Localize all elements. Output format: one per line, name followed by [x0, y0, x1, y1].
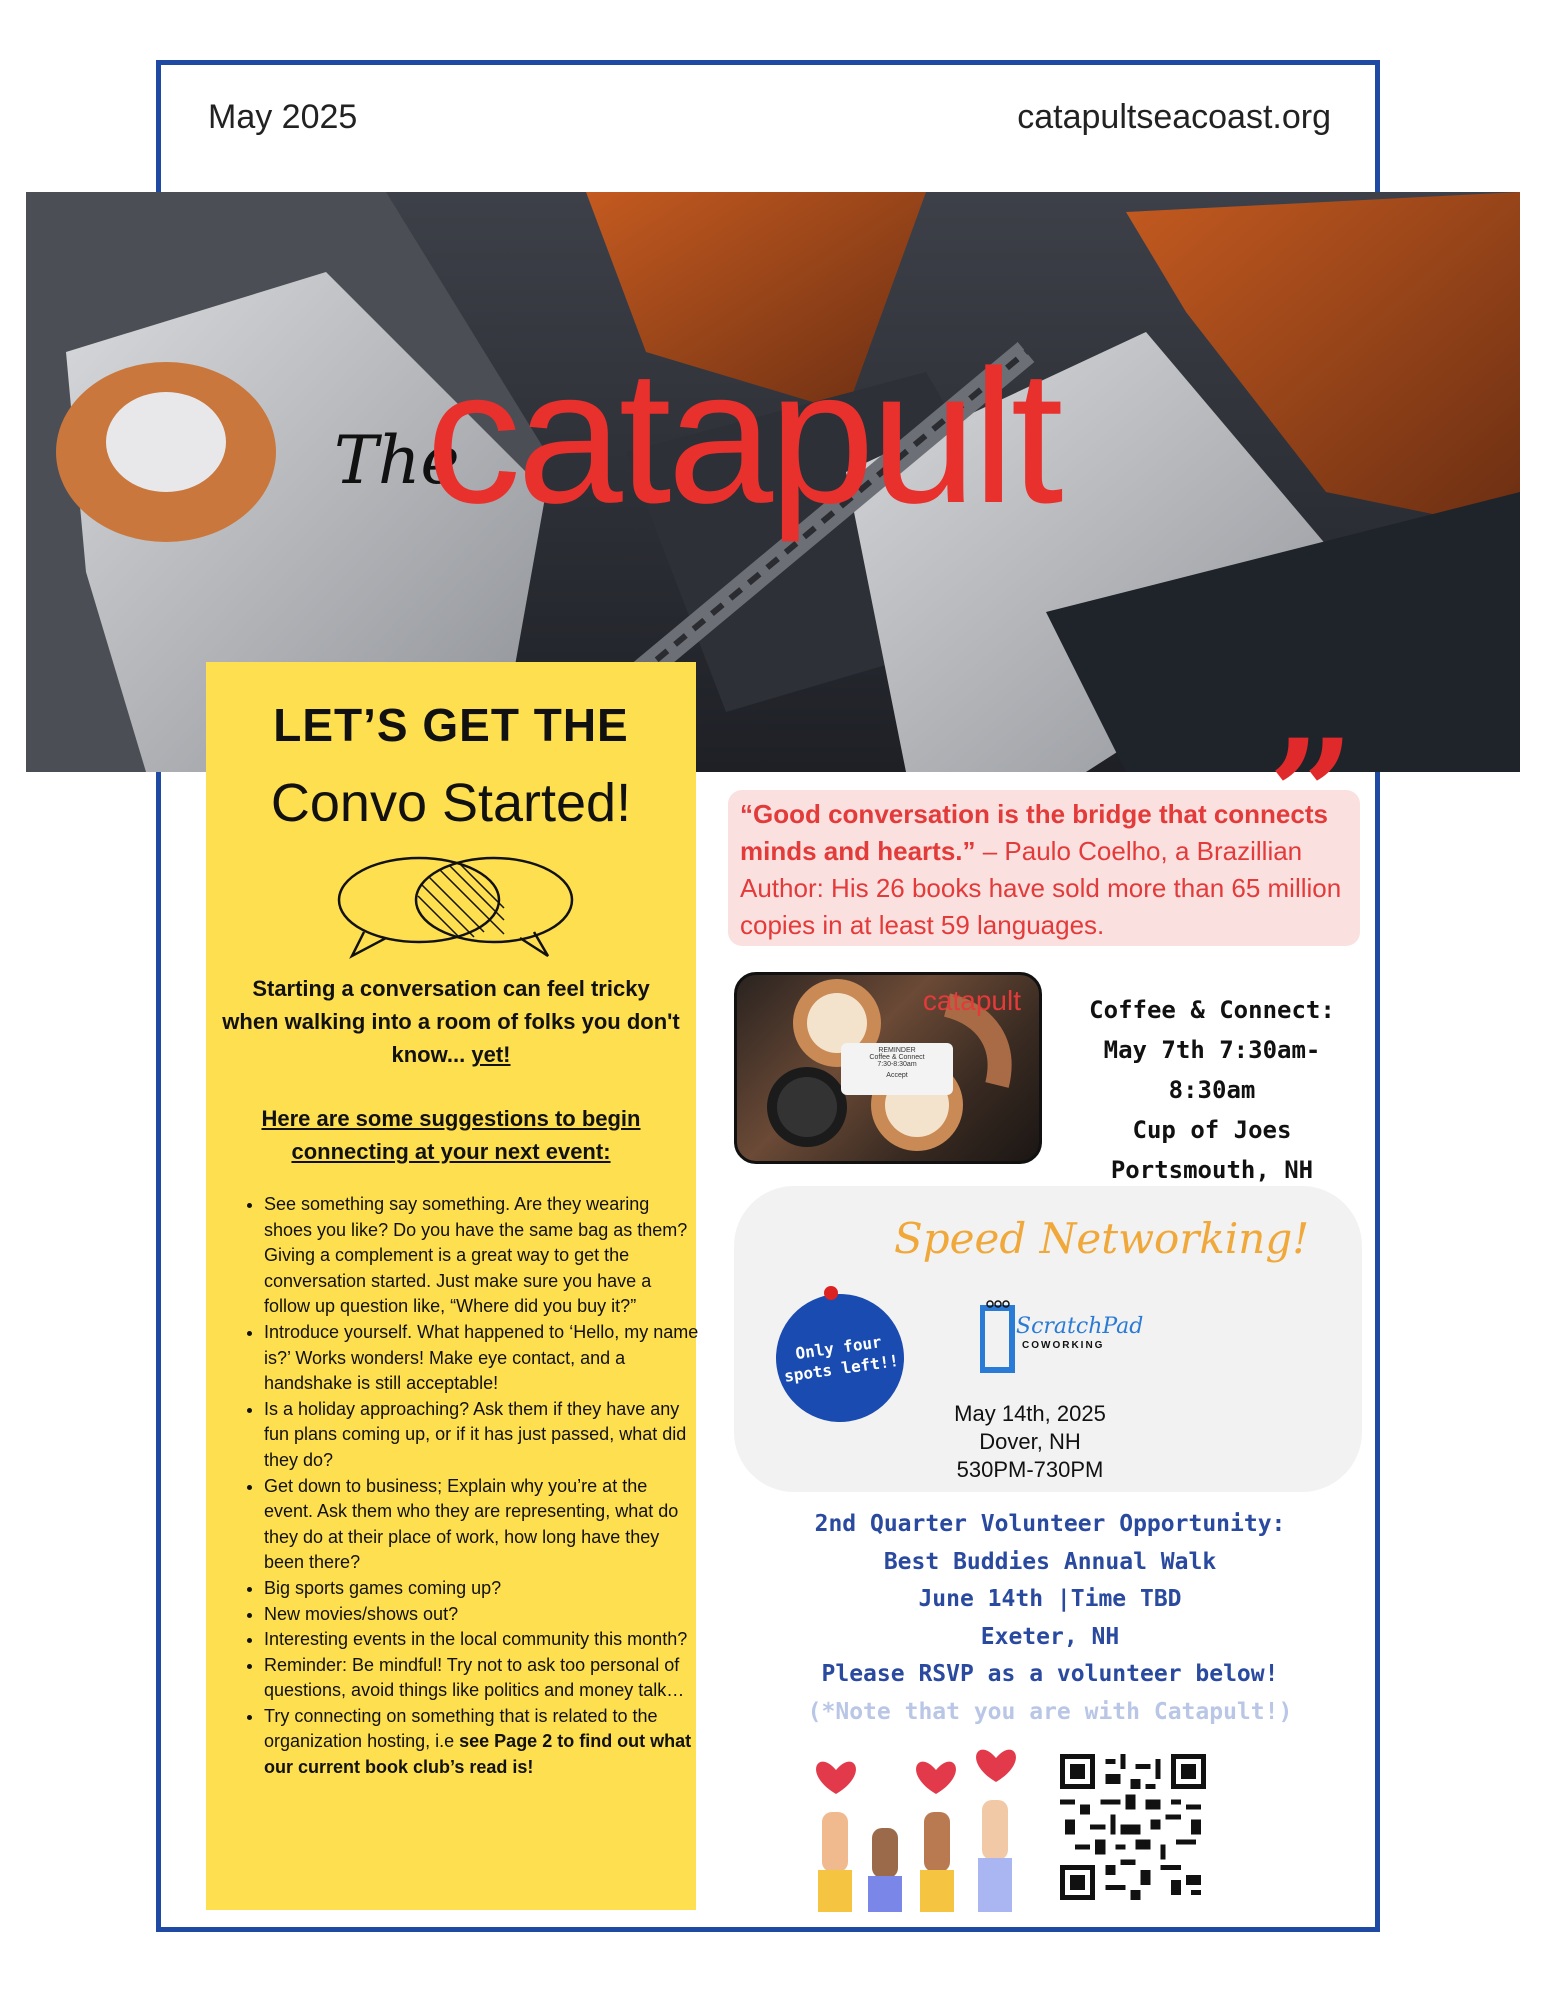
pin-icon [824, 1286, 838, 1300]
speed-networking-info [910, 1400, 1150, 1484]
speech-bubbles-icon [334, 852, 574, 962]
list-item: • Get down to business; Explain why you’re at the event. Ask them who they are representing, what do they do at their place of work, how long have they been there? [264, 1474, 700, 1576]
reminder-card [841, 1043, 953, 1095]
coffee-date: May 7th 7:30am-8:30am [1103, 1036, 1321, 1104]
page-2-reference: see Page 2 to find out what our current book club’s read is! [264, 1731, 692, 1778]
convo-intro [222, 972, 680, 1071]
issue-date: May 2025 [208, 98, 358, 136]
quote-attribution: – Paulo Coelho, a Brazillian Author: His 26 books have sold more than 65 million copies in at least 59 languages. [740, 836, 1342, 940]
rsvp-qr-code[interactable] [1060, 1754, 1206, 1900]
coffee-photo-brand: catapult [922, 985, 1021, 1016]
convo-heading: LET’S GET THE [273, 699, 629, 751]
masthead-the: The [334, 422, 460, 499]
volunteer-title: 2nd Quarter Volunteer Opportunity: [814, 1511, 1286, 1537]
convo-intro-yet: yet! [471, 1042, 511, 1067]
reminder-card-time: 7:30-8:30am [877, 1061, 917, 1068]
list-item [264, 1704, 700, 1781]
volunteer-event: Best Buddies Annual Walk [883, 1548, 1217, 1575]
reminder-card-event: Coffee & Connect [869, 1054, 925, 1061]
list-item: • Big sports games coming up? [264, 1576, 700, 1602]
speed-networking-title: Speed Networking! [894, 1214, 1310, 1263]
suggestions-heading: Here are some suggestions to begin connecting at your next event: [261, 1106, 641, 1164]
speed-networking-time: 530PM-730PM [956, 1457, 1104, 1482]
volunteer-section [760, 1506, 1340, 1731]
coffee-title: Coffee & Connect: [1089, 996, 1335, 1024]
list-item: • New movies/shows out? [264, 1602, 700, 1628]
website-link[interactable]: catapultseacoast.org [1017, 98, 1331, 136]
volunteer-location: Exeter, NH [980, 1623, 1120, 1650]
volunteer-note: (*Note that you are with Catapult!) [807, 1698, 1293, 1725]
speed-networking-location: Dover, NH [979, 1429, 1081, 1454]
spots-left-badge: Only four spots left!! [768, 1286, 913, 1431]
scratchpad-logo-sub: COWORKING [1022, 1340, 1105, 1351]
speed-networking-panel [734, 1186, 1362, 1492]
convo-subheading: Convo Started! [270, 773, 632, 833]
coffee-connect-details [1062, 990, 1362, 1190]
quote-box [728, 790, 1360, 946]
volunteer-rsvp: Please RSVP as a volunteer below! [821, 1661, 1279, 1687]
scratchpad-logo [980, 1298, 1144, 1379]
list-item: • Interesting events in the local community this month? [264, 1627, 700, 1653]
masthead-catapult: catapult [426, 331, 1060, 543]
coffee-photo [734, 972, 1042, 1164]
quote-text: “Good conversation is the bridge that connects minds and hearts.” [740, 799, 1328, 866]
convo-intro-text: Starting a conversation can feel tricky when walking into a room of folks you don't know... [222, 976, 680, 1067]
suggestions-list [246, 1192, 700, 1781]
notepad-icon [980, 1298, 1020, 1374]
reminder-card-accept: Accept [886, 1072, 908, 1079]
coffee-location: Portsmouth, NH [1110, 1156, 1314, 1184]
scratchpad-logo-name: ScratchPad [1016, 1314, 1144, 1339]
list-item: • See something say something. Are they wearing shoes you like? Do you have the same bag as them? Giving a complement is a great way to get the conversation started. Just make sure you have a follow up question like, “Where did you buy it?” [264, 1192, 700, 1320]
hands-hearts-illustration [808, 1740, 1038, 1912]
volunteer-date: June 14th |Time TBD [918, 1586, 1182, 1612]
list-item: • Introduce yourself. What happened to ‘Hello, my name is?’ Works wonders! Make eye contact, and a handshake is still acceptable! [264, 1320, 700, 1397]
convo-panel [206, 662, 699, 1910]
list-item: • Reminder: Be mindful! Try not to ask too personal of questions, avoid things like politics and money talk… [264, 1653, 700, 1704]
list-item-text: Try connecting on something that is related to the organization hosting, i.e [264, 1705, 658, 1752]
reminder-card-title: REMINDER [878, 1047, 916, 1054]
list-item: • Is a holiday approaching? Ask them if they have any fun plans coming up, or if it has just passed, what did they do? [264, 1397, 700, 1474]
speed-networking-date: May 14th, 2025 [954, 1401, 1106, 1426]
coffee-venue: Cup of Joes [1132, 1116, 1292, 1144]
